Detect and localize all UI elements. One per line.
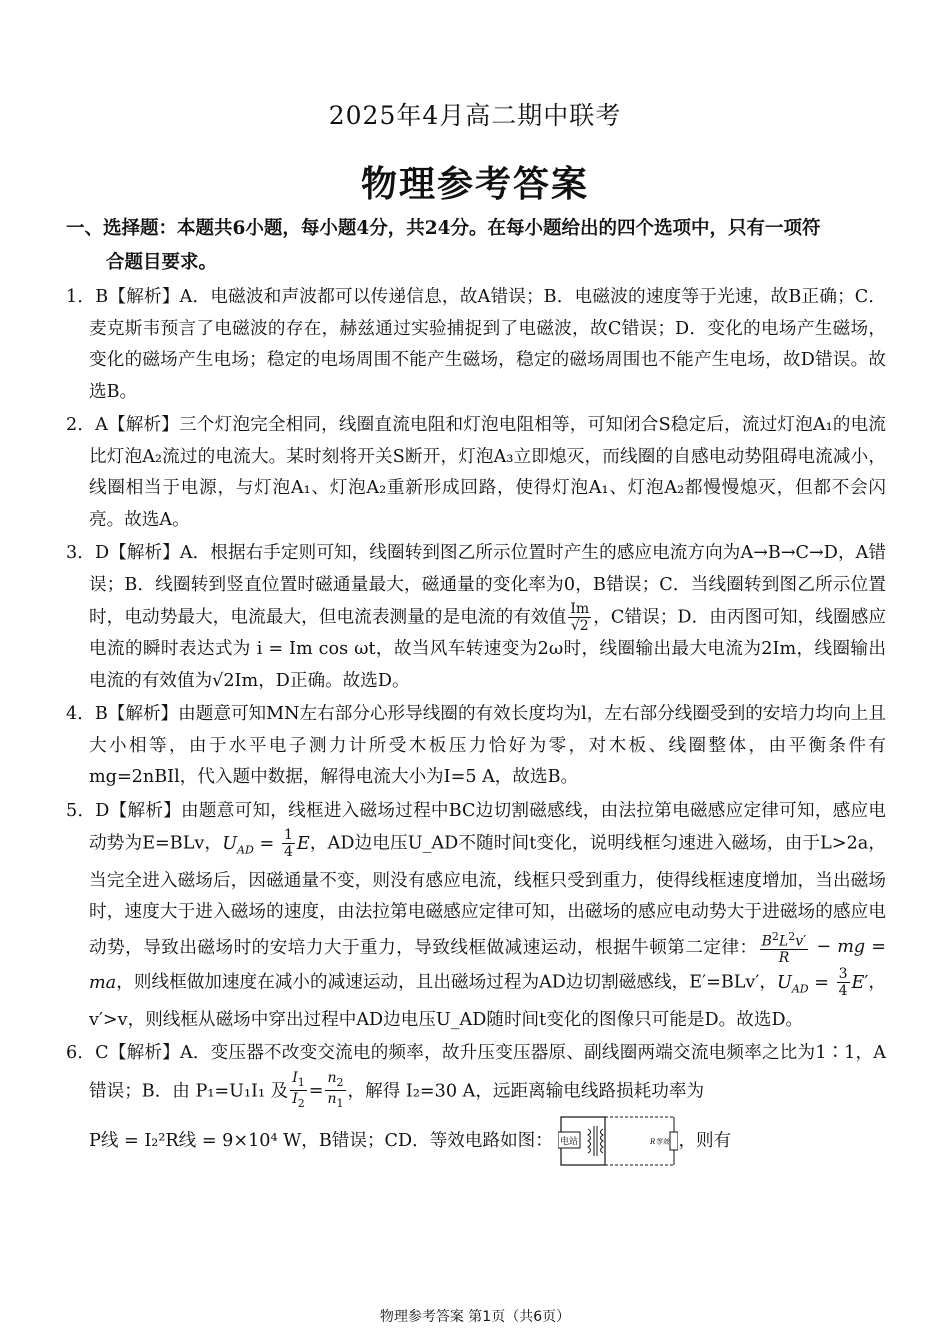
section-heading-line2: 合题目要求。 (106, 252, 218, 273)
answer-item-6 (66, 1038, 886, 1170)
document-title: 物理参考答案 (360, 163, 589, 205)
answer-text: B【解析】A．电磁波和声波都可以传递信息，故A错误；B．电磁波的速度等于光速，故B正确；C．麦克斯韦预言了电磁波的存在，赫兹通过实验捕捉到了电磁波，故C错误；D．变化的电场产生磁场，变化的磁场产生电场；稳定的电场周围不能产生磁场，稳定的磁场周围也不能产生电场，故D错误。故选B。 (89, 287, 886, 402)
formula-uad-three-quarter-e: $U_{AD}$ = $\frac{3}{4}$ E′ (777, 966, 869, 1000)
answer-text-part3: ，则线框做加速度在减小的减速运动，且出磁场过程为AD边切割磁感线，E′=BLv′， (116, 972, 778, 993)
answer-item-5 (66, 796, 886, 1037)
answer-number: 5． (66, 800, 96, 821)
answer-item-3 (66, 538, 886, 697)
answer-text-part1: D【解析】由题意可知，线框进入磁场过程中BC边切割磁感线，由法拉第电磁感应定律可知，感应电动势为E=BLv， (89, 800, 886, 854)
answer-text-part2: ，AD边电压U_AD不随时间t变化，说明线框匀速进入磁场，由于L>2a，当完全进入磁场后，因磁通量不变，则没有感应电流，线框只受到重力，使得线框速度增加，当出磁场时，速度大于进入磁场的速度，由法拉第电磁感应定律可知，出磁场的感应电动势大于进磁场的感应电动势，导致出磁场时的安培力大于重力，导致线框做减速运动，根据牛顿第二定律： (89, 833, 886, 958)
answer-text: B【解析】由题意可知MN左右部分心形导线圈的有效长度均为l，左右部分线圈受到的安培力均向上且大小相等，由于水平电子测力计所受木板压力恰好为零，对木板、线圈整体，由平衡条件有mg=2nBIl，代入题中数据，解得电流大小为I=5 A，故选B。 (89, 704, 886, 787)
formula-uad-quarter-e: $U_{AD}$ = $\frac{1}{4}$ E (222, 827, 310, 860)
page-footer: 物理参考答案 第1页（共6页） (379, 1309, 571, 1325)
answer-text-part4: ，v′>v，则线框从磁场中穿出过程中AD边电压U_AD随时间t变化的图像只可能是D。故选D。 (89, 972, 886, 1030)
fraction-numerator: Im (570, 601, 590, 617)
circuit-source-label: 电站 (560, 1137, 579, 1148)
circuit-resistor-label: R等效 (650, 1138, 670, 1147)
answer-number: 2． (66, 415, 96, 435)
equivalent-circuit-diagram (558, 1112, 678, 1170)
answer-text-part1: C【解析】A．变压器不改变交流电的频率，故升压变压器原、副线圈两端交流电频率之比为1∶1，A错误；B．由 P₁=U₁I₁ 及 (89, 1043, 886, 1101)
answer-number: 6． (66, 1043, 96, 1064)
section-heading-line1: 一、选择题：本题共6小题，每小题4分，共24分。在每小题给出的四个选项中，只有一项符 (66, 218, 821, 239)
answer-list (66, 282, 886, 1172)
formula-newton-second-law: $\frac{B^2L^2v'}{R}$ − mg = ma (89, 929, 886, 993)
answer-text-part1: D【解析】A．根据右手定则可知，线圈转到图乙所示位置时产生的感应电流方向为A→B→C→D，A错误；B．线圈转到竖直位置时磁通量最大，磁通量的变化率为0，B错误；C．当线圈转到图乙所示位置时，电动势最大，电流最大，但电流表测量的是电流的有效值 (89, 543, 886, 628)
answer-number: 3． (66, 543, 95, 563)
answer-number: 4． (66, 704, 95, 724)
answer-text-part4: ，则有 (678, 1131, 732, 1152)
exam-title: 2025年4月高二期中联考 (328, 101, 622, 130)
answer-number: 1． (66, 287, 96, 307)
answer-text-part3: P线 = I₂²R线 = 9×10⁴ W，B错误；CD．等效电路如图： (89, 1131, 553, 1152)
formula-current-ratio: $\frac{I_1}{I_2}$ = $\frac{n_2}{n_1}$ (292, 1069, 344, 1111)
answer-text: A【解析】三个灯泡完全相同，线圈直流电阻和灯泡电阻相等，可知闭合S稳定后，流过灯泡A₁的电流比灯泡A₂流过的电流大。某时刻将开关S断开，灯泡A₃立即熄灭，而线圈的自感电动势阻碍电流减小，线圈相当于电源，与灯泡A₁、灯泡A₂重新形成回路，使得灯泡A₁、灯泡A₂都慢慢熄灭，但都不会闪亮。故选A。 (89, 415, 886, 530)
section-heading (66, 212, 886, 280)
answer-item-4 (66, 699, 886, 794)
answer-text-part2: ，解得 I₂=30 A，远距离输电线路损耗功率为 (347, 1080, 705, 1101)
answer-item-2 (66, 410, 886, 536)
answer-text-part2: ，C错误；D．由丙图可知，线圈感应电流的瞬时表达式为 i = Im cos ωt，故当风车转速变为2ω时，线圈输出最大电流为2Im，线圈输出电流的有效值为√2Im，D正确。故选D。 (89, 607, 886, 691)
fraction-denominator: √2 (570, 618, 589, 634)
answer-item-1 (66, 282, 886, 408)
fraction-im-over-root2 (568, 601, 591, 634)
